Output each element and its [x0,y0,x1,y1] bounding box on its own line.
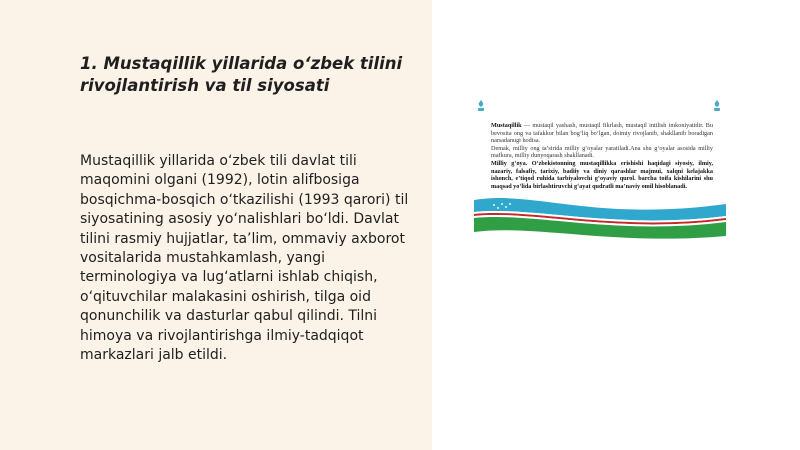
embedded-slide-text [491,122,713,190]
figure-paragraph-bold: Milliy g‘oya. O‘zbekistonning mustaqillikka erishishi haqidagi siyosiy, ilmiy, nazariy, falsafiy, tarixiy, badiiy va diniy qarashlar majmui, xalqni kelajakka ishonch, e’tiqod ruhida tarbiyalovchi g‘oyaviy qurol. barcha toifa kishilarini shu maqsad yo‘lida birlashtiruvchi g‘ayat qudratli ma’naviy omil hisoblanadi. [491,159,713,190]
embedded-slide-image [474,100,726,245]
figure-paragraph-text: — mustaqil yashash, mustaqil fikrlash, mustaqil intilish imkoniyatidir. Bu bevosita ong va tafakkur bilan bog‘liq bo‘lgan, doimiy rivojlanib, shakllanib boradigan narsadanugi hodisa. [491,122,713,145]
figure-paragraph [491,122,713,145]
slide-title: 1. Mustaqillik yillarida o‘zbek tilini rivojlantirish va til siyosati [80,54,403,95]
figure-lead-term: Mustaqillik [491,122,522,129]
ornament-icon [476,100,486,112]
figure-paragraph: Demak, milliy ong ta’sirida milliy g‘oyalar yaratiladi.Ana shu g‘oyalar asosida milliy mafkura, milliy dunyoqarash shakllanadi. [491,144,713,160]
ornament-icon [712,100,722,112]
slide-body-text: Mustaqillik yillarida o‘zbek tili davlat tili maqomini olgani (1992), lotin alifbosiga bosqichma-bosqich o‘tkazilishi (1993 qarori) til siyosatining asosiy yo‘nalishlari bo‘ldi. Davlat tilini rasmiy hujjatlar, ta’lim, ommaviy axborot vositalarida mustahkamlash, yangi terminologiya va lug‘atlarni ishlab chiqish, o‘qituvchilar malakasini oshirish, tilga oid qonunchilik va dasturlar qabul qilindi. Tilni himoya va rivojlantirishga ilmiy-tadqiqot markazlari jalb etildi. [80,153,409,364]
flag-wave-graphic [474,196,726,242]
